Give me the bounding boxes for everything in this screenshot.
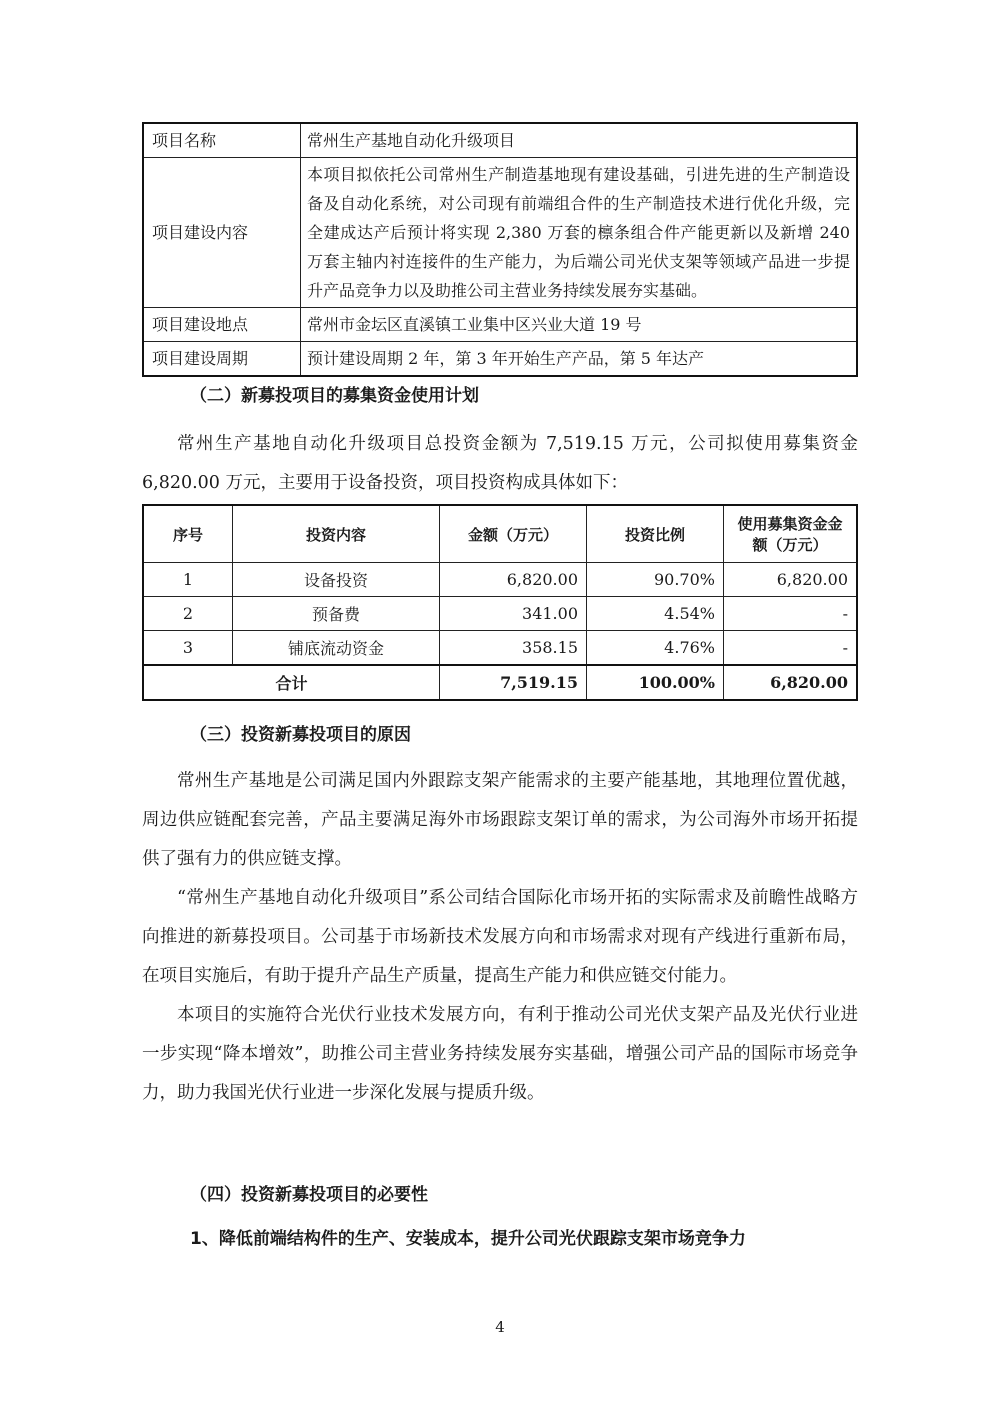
cell-no: 3 (143, 631, 233, 666)
section2-intro (142, 425, 858, 503)
cell-ratio: 90.70% (587, 563, 724, 597)
subsection-heading: 1、降低前端结构件的生产、安装成本，提升公司光伏跟踪支架市场竞争力 (190, 1229, 746, 1249)
section-heading: （四）投资新募投项目的必要性 (190, 1185, 428, 1205)
cell-raised: 6,820.00 (724, 563, 858, 597)
column-header: 使用募集资金金额（万元） (724, 505, 858, 563)
paragraph: 常州生产基地是公司满足国内外跟踪支架产能需求的主要产能基地，其地理位置优越，周边供应链配套完善，产品主要满足海外市场跟踪支架订单的需求，为公司海外市场开拓提供了强有力的供应链支撑。 (142, 771, 858, 869)
investment-table (142, 504, 858, 701)
table-total-row (143, 665, 857, 700)
page-number: 4 (495, 1318, 505, 1336)
table-row (143, 563, 857, 597)
table-row (143, 158, 857, 308)
section-heading: （二）新募投项目的募集资金使用计划 (190, 386, 479, 406)
table-row (143, 597, 857, 631)
paragraph: 本项目的实施符合光伏行业技术发展方向，有利于推动公司光伏支架产品及光伏行业进一步实现“降本增效”，助推公司主营业务持续发展夯实基础，增强公司产品的国际市场竞争力，助力我国光伏行业进一步深化发展与提质升级。 (142, 1005, 858, 1103)
row-value: 常州市金坛区直溪镇工业集中区兴业大道 19 号 (301, 308, 858, 342)
cell-no: 1 (143, 563, 233, 597)
cell-raised: - (724, 631, 858, 666)
row-label: 项目建设周期 (143, 342, 301, 377)
cell-total-raised: 6,820.00 (724, 665, 858, 700)
cell-amount: 6,820.00 (440, 563, 587, 597)
row-value: 本项目拟依托公司常州生产制造基地现有建设基础，引进先进的生产制造设备及自动化系统，对公司现有前端组合件的生产制造技术进行优化升级，完全建成达产后预计将实现 2,380 万套的檩条组合件产能更新以及新增 240 万套主轴内衬连接件的生产能力，为后端公司光伏支架等领域产品进一步提升产品竞争力以及助推公司主营业务持续发展夯实基础。 (301, 158, 858, 308)
cell-amount: 341.00 (440, 597, 587, 631)
table-row (143, 123, 857, 158)
cell-total-ratio: 100.00% (587, 665, 724, 700)
column-header: 序号 (143, 505, 233, 563)
project-info-table (142, 122, 858, 377)
cell-ratio: 4.76% (587, 631, 724, 666)
cell-item: 设备投资 (233, 563, 440, 597)
column-header: 金额（万元） (440, 505, 587, 563)
column-header: 投资内容 (233, 505, 440, 563)
paragraph: “常州生产基地自动化升级项目”系公司结合国际化市场开拓的实际需求及前瞻性战略方向推进的新募投项目。公司基于市场新技术发展方向和市场需求对现有产线进行重新布局，在项目实施后，有助于提升产品生产质量，提高生产能力和供应链交付能力。 (142, 888, 858, 986)
cell-raised: - (724, 597, 858, 631)
cell-item: 预备费 (233, 597, 440, 631)
cell-item: 铺底流动资金 (233, 631, 440, 666)
cell-total-amount: 7,519.15 (440, 665, 587, 700)
paragraph: 常州生产基地自动化升级项目总投资金额为 7,519.15 万元，公司拟使用募集资金 6,820.00 万元，主要用于设备投资，项目投资构成具体如下： (142, 434, 858, 493)
column-header: 投资比例 (587, 505, 724, 563)
cell-ratio: 4.54% (587, 597, 724, 631)
cell-amount: 358.15 (440, 631, 587, 666)
table-row (143, 631, 857, 666)
section3-body (142, 762, 858, 1113)
table-row (143, 308, 857, 342)
row-value: 预计建设周期 2 年，第 3 年开始生产产品，第 5 年达产 (301, 342, 858, 377)
row-label: 项目建设地点 (143, 308, 301, 342)
cell-total-label: 合计 (143, 665, 440, 700)
row-label: 项目名称 (143, 123, 301, 158)
row-value: 常州生产基地自动化升级项目 (301, 123, 858, 158)
row-label: 项目建设内容 (143, 158, 301, 308)
table-row (143, 342, 857, 377)
section-heading: （三）投资新募投项目的原因 (190, 725, 411, 745)
table-header-row (143, 505, 857, 563)
cell-no: 2 (143, 597, 233, 631)
